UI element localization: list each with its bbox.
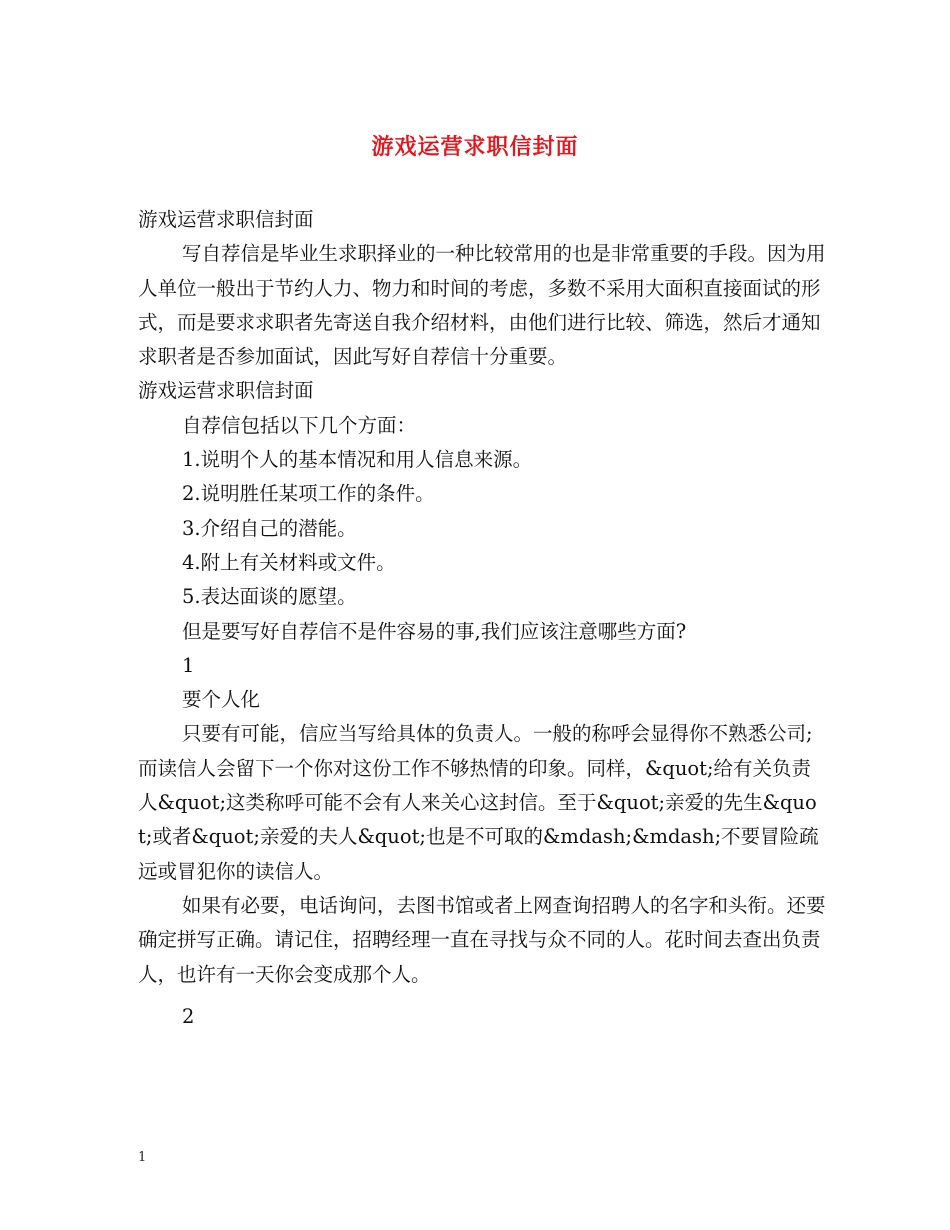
list-item: 1.说明个人的基本情况和用人信息来源。 — [182, 448, 533, 472]
list-item: 5.表达面谈的愿望。 — [182, 585, 357, 609]
page-number: 1 — [138, 1150, 147, 1165]
list-item: 3.介绍自己的潜能。 — [182, 516, 357, 540]
section-number: 1 — [182, 653, 195, 677]
question-line: 但是要写好自荐信不是件容易的事,我们应该注意哪些方面? — [182, 619, 687, 643]
personalize-paragraph: 只要有可能，信应当写给具体的负责人。一般的称呼会显得你不熟悉公司;而读信人会留下一个你对这份工作不够热情的印象。同样，&quot;给有关负责人&quot;这类称呼可能不会有人来关心这封信。至于&quot;亲爱的先生&quot;或者&quot;亲爱的夫人&quot;也是不可取的&mdash;&mdash;不要冒险疏远或冒犯你的读信人。 — [138, 722, 819, 883]
document-body — [138, 203, 828, 1034]
subtitle-line: 游戏运营求职信封面 — [138, 208, 314, 231]
section-heading: 要个人化 — [182, 688, 261, 712]
list-item: 2.说明胜任某项工作的条件。 — [182, 482, 435, 506]
intro-paragraph: 写自荐信是毕业生求职择业的一种比较常用的也是非常重要的手段。因为用人单位一般出于节约人力、物力和时间的考虑，多数不采用大面积直接面试的形式，而是要求求职者先寄送自我介绍材料，由他们进行比较、筛选，然后才通知求职者是否参加面试，因此写好自荐信十分重要。 — [138, 242, 826, 369]
research-paragraph: 如果有必要，电话询问，去图书馆或者上网查询招聘人的名字和头衔。还要确定拼写正确。请记住，招聘经理一直在寻找与众不同的人。花时间去查出负责人，也许有一天你会变成那个人。 — [138, 893, 826, 986]
aspects-heading: 自荐信包括以下几个方面： — [182, 413, 417, 437]
list-item: 4.附上有关材料或文件。 — [182, 550, 396, 574]
document-title: 游戏运营求职信封面 — [371, 134, 579, 160]
section-number: 2 — [182, 1004, 195, 1028]
subtitle-line-repeat: 游戏运营求职信封面 — [138, 379, 314, 403]
